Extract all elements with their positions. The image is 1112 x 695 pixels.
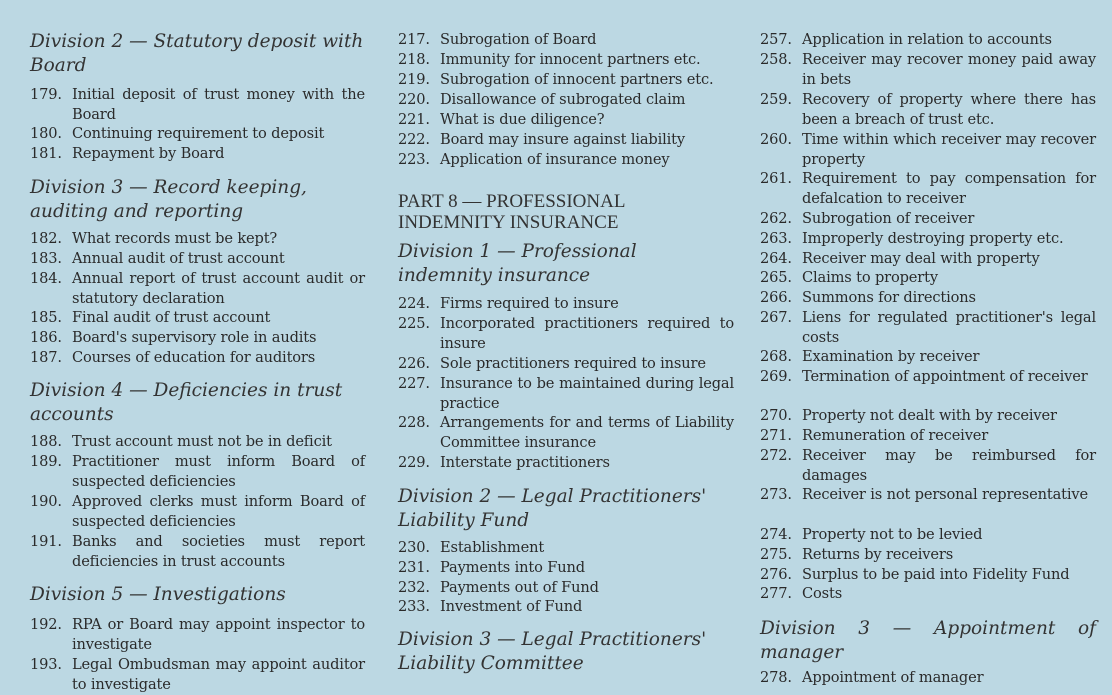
section-title: Receiver is not personal representative: [802, 486, 1088, 503]
section-number: 260.: [760, 131, 792, 148]
toc-entry: [760, 90, 1096, 130]
section-title: Returns by receivers: [802, 546, 954, 563]
toc-entry: [398, 110, 734, 130]
toc-entry: [30, 348, 365, 368]
section-number: 269.: [760, 368, 792, 385]
section-title: Claims to property: [802, 269, 938, 286]
toc-entry: [760, 347, 1096, 367]
section-title: Immunity for innocent partners etc.: [440, 51, 701, 68]
section-number: 272.: [760, 447, 792, 464]
toc-entry: [760, 668, 1096, 688]
section-title: Firms required to insure: [440, 295, 619, 312]
section-title: Investment of Fund: [440, 598, 583, 615]
section-number: 220.: [398, 91, 430, 108]
section-number: 232.: [398, 579, 430, 596]
section-number: 231.: [398, 559, 430, 576]
section-number: 222.: [398, 131, 430, 148]
section-title: Receiver may recover money paid away in bets: [802, 51, 1096, 88]
toc-entry: [398, 597, 734, 617]
division-heading: Division 2 — Statutory deposit with Board: [30, 31, 364, 76]
toc-entry: [398, 374, 734, 414]
toc-entry: [398, 150, 734, 170]
section-title: Property not dealt with by receiver: [802, 407, 1057, 424]
toc-entry: [30, 492, 365, 532]
section-title: What is due diligence?: [440, 111, 605, 128]
section-number: 183.: [30, 250, 62, 267]
section-number: 262.: [760, 210, 792, 227]
section-title: Application in relation to accounts: [802, 31, 1052, 48]
section-title: RPA or Board may appoint inspector to investigate: [72, 616, 365, 653]
toc-entry: [398, 538, 734, 558]
section-title: Receiver may be reimbursed for damages: [802, 447, 1096, 484]
section-number: 261.: [760, 170, 792, 187]
toc-entry: [760, 485, 1096, 505]
section-title: Termination of appointment of receiver: [802, 368, 1088, 385]
section-number: 264.: [760, 250, 792, 267]
section-number: 192.: [30, 616, 62, 633]
toc-entry: [760, 584, 1096, 604]
section-title: Repayment by Board: [72, 145, 225, 162]
section-title: Board's supervisory role in audits: [72, 329, 317, 346]
section-number: 179.: [30, 86, 62, 103]
toc-entry: [30, 615, 365, 655]
section-title: Subrogation of receiver: [802, 210, 975, 227]
section-number: 219.: [398, 71, 430, 88]
section-title: Legal Ombudsman may appoint auditor to investigate: [72, 656, 365, 693]
toc-entry: [30, 249, 365, 269]
section-number: 277.: [760, 585, 792, 602]
section-title: Remuneration of receiver: [802, 427, 989, 444]
toc-entry: [30, 452, 365, 492]
section-title: Insurance to be maintained during legal practice: [440, 375, 734, 412]
toc-entry: [760, 525, 1096, 545]
toc-entry: [760, 367, 1096, 387]
toc-entry: [30, 655, 365, 695]
section-number: 229.: [398, 454, 430, 471]
toc-entry: [30, 85, 365, 125]
toc-entry: [760, 545, 1096, 565]
section-number: 221.: [398, 111, 430, 128]
toc-entry: [398, 70, 734, 90]
section-number: 257.: [760, 31, 792, 48]
section-number: 218.: [398, 51, 430, 68]
section-number: 274.: [760, 526, 792, 543]
toc-entry: [760, 406, 1096, 426]
toc-entry: [398, 90, 734, 110]
toc-entry: [30, 269, 365, 309]
toc-entry: [760, 565, 1096, 585]
section-number: 271.: [760, 427, 792, 444]
section-title: Costs: [802, 585, 843, 602]
section-number: 184.: [30, 270, 62, 287]
section-title: Initial deposit of trust money with the Board: [72, 86, 365, 123]
division-heading: Division 3 — Record keeping, auditing and reporting: [30, 177, 307, 222]
section-number: 223.: [398, 151, 430, 168]
division-heading: Division 1 — Professional indemnity insurance: [398, 241, 637, 286]
section-number: 217.: [398, 31, 430, 48]
section-title: Requirement to pay compensation for defalcation to receiver: [802, 170, 1096, 207]
section-number: 187.: [30, 349, 62, 366]
section-title: Appointment of manager: [802, 669, 984, 686]
section-number: 226.: [398, 355, 430, 372]
division-heading: Division 2 — Legal Practitioners' Liability Fund: [398, 486, 707, 531]
toc-entry: [398, 30, 734, 50]
section-number: 181.: [30, 145, 62, 162]
toc-entry: [398, 578, 734, 598]
section-number: 227.: [398, 375, 430, 392]
toc-entry: [398, 354, 734, 374]
section-title: Subrogation of Board: [440, 31, 597, 48]
section-number: 186.: [30, 329, 62, 346]
section-title: Final audit of trust account: [72, 309, 271, 326]
toc-entry: [760, 426, 1096, 446]
section-title: Establishment: [440, 539, 545, 556]
section-title: Payments out of Fund: [440, 579, 599, 596]
section-number: 275.: [760, 546, 792, 563]
toc-entry: [760, 288, 1096, 308]
toc-entry: [30, 432, 365, 452]
toc-entry: [30, 229, 365, 249]
division-heading-text: Division 3 — Appointment of manager: [760, 618, 1096, 663]
division-heading: Division 5 — Investigations: [30, 584, 286, 605]
division-heading: [760, 617, 1096, 665]
toc-entry: [30, 308, 365, 328]
section-title: Disallowance of subrogated claim: [440, 91, 686, 108]
toc-entry: [30, 328, 365, 348]
section-number: 189.: [30, 453, 62, 470]
section-title: Practitioner must inform Board of suspected deficiencies: [72, 453, 365, 490]
section-number: 276.: [760, 566, 792, 583]
section-title: Application of insurance money: [440, 151, 670, 168]
section-number: 258.: [760, 51, 792, 68]
section-title: Trust account must not be in deficit: [72, 433, 332, 450]
division-heading: Division 3 — Legal Practitioners' Liability Committee: [398, 629, 707, 674]
section-title: Arrangements for and terms of Liability Committee insurance: [440, 414, 734, 451]
section-number: 230.: [398, 539, 430, 556]
section-number: 180.: [30, 125, 62, 142]
section-number: 263.: [760, 230, 792, 247]
toc-entry: [398, 294, 734, 314]
section-title: Approved clerks must inform Board of suspected deficiencies: [72, 493, 365, 530]
section-title: Receiver may deal with property: [802, 250, 1040, 267]
toc-entry: [760, 50, 1096, 90]
toc-entry: [760, 169, 1096, 209]
toc-entry: [398, 130, 734, 150]
section-title: Liens for regulated practitioner's legal costs: [802, 309, 1096, 346]
section-title: Property not to be levied: [802, 526, 983, 543]
section-number: 267.: [760, 309, 792, 326]
toc-entry: [398, 50, 734, 70]
section-number: 273.: [760, 486, 792, 503]
section-number: 228.: [398, 414, 430, 431]
section-number: 278.: [760, 669, 792, 686]
section-title: Time within which receiver may recover property: [802, 131, 1096, 168]
section-number: 185.: [30, 309, 62, 326]
section-title: Payments into Fund: [440, 559, 585, 576]
section-title: Continuing requirement to deposit: [72, 125, 325, 142]
section-title: What records must be kept?: [72, 230, 278, 247]
toc-entry: [398, 453, 734, 473]
toc-entry: [760, 249, 1096, 269]
toc-entry: [398, 558, 734, 578]
section-title: Subrogation of innocent partners etc.: [440, 71, 714, 88]
section-number: 265.: [760, 269, 792, 286]
section-number: 182.: [30, 230, 62, 247]
toc-entry: [760, 130, 1096, 170]
toc-entry: [760, 209, 1096, 229]
section-title: Courses of education for auditors: [72, 349, 316, 366]
section-title: Incorporated practitioners required to insure: [440, 315, 734, 352]
section-number: 259.: [760, 91, 792, 108]
section-title: Examination by receiver: [802, 348, 980, 365]
section-title: Board may insure against liability: [440, 131, 685, 148]
section-number: 224.: [398, 295, 430, 312]
section-number: 268.: [760, 348, 792, 365]
toc-entry: [30, 532, 365, 572]
section-number: 266.: [760, 289, 792, 306]
section-number: 233.: [398, 598, 430, 615]
section-title: Surplus to be paid into Fidelity Fund: [802, 566, 1070, 583]
section-title: Recovery of property where there has been a breach of trust etc.: [802, 91, 1096, 128]
section-title: Improperly destroying property etc.: [802, 230, 1064, 247]
toc-entry: [398, 314, 734, 354]
division-heading: Division 4 — Deficiencies in trust accounts: [30, 380, 343, 425]
section-title: Annual audit of trust account: [72, 250, 285, 267]
section-number: 190.: [30, 493, 62, 510]
toc-entry: [760, 268, 1096, 288]
toc-entry: [760, 308, 1096, 348]
toc-entry: [30, 124, 365, 144]
section-title: Summons for directions: [802, 289, 976, 306]
section-title: Annual report of trust account audit or statutory declaration: [72, 270, 365, 307]
section-number: 188.: [30, 433, 62, 450]
part-heading: PART 8 — PROFESSIONAL INDEMNITY INSURANCE: [398, 191, 625, 233]
section-number: 191.: [30, 533, 62, 550]
toc-entry: [760, 229, 1096, 249]
section-title: Banks and societies must report deficiencies in trust accounts: [72, 533, 365, 570]
section-number: 270.: [760, 407, 792, 424]
toc-entry: [760, 30, 1096, 50]
section-title: Interstate practitioners: [440, 454, 610, 471]
section-number: 225.: [398, 315, 430, 332]
section-title: Sole practitioners required to insure: [440, 355, 706, 372]
toc-entry: [30, 144, 365, 164]
section-number: 193.: [30, 656, 62, 673]
toc-entry: [760, 446, 1096, 486]
toc-entry: [398, 413, 734, 453]
